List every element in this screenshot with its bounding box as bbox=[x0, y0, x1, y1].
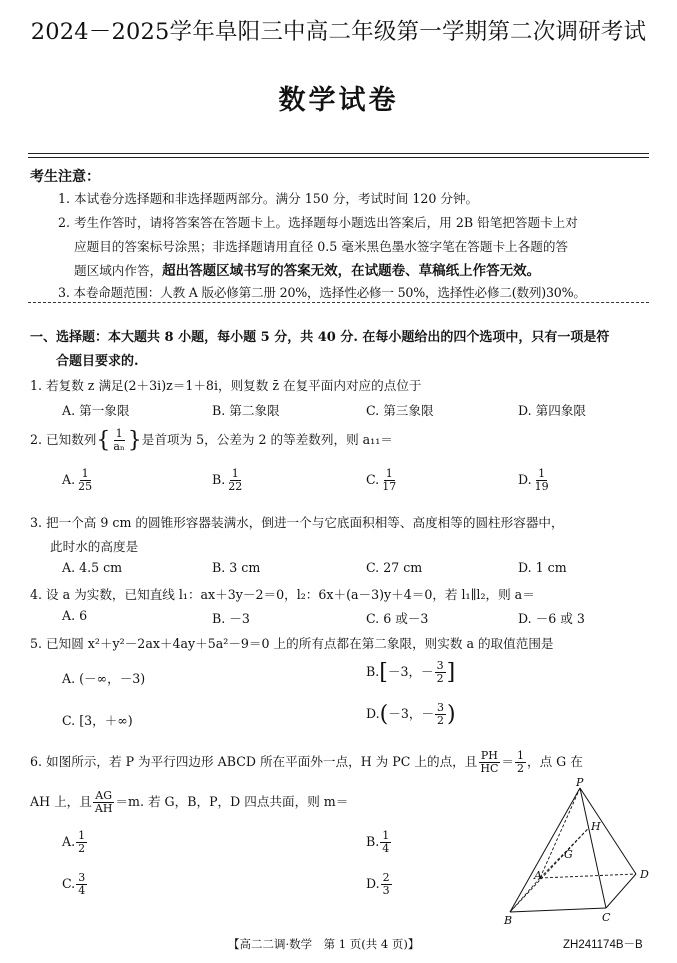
q5-d-paren-right: ) bbox=[447, 702, 456, 728]
q6-option-b bbox=[366, 830, 392, 855]
q2-d-frac bbox=[533, 468, 551, 493]
paper-title: 数学试卷 bbox=[278, 85, 399, 116]
q2-option-b bbox=[212, 468, 245, 493]
q2-stem-b: 是首项为 5，公差为 2 的等差数列，则 a₁₁＝ bbox=[141, 432, 393, 448]
q2-b-den: 22 bbox=[228, 480, 243, 494]
q3-option-d: D. 1 cm bbox=[518, 560, 567, 575]
q5-d-num: 3 bbox=[437, 701, 445, 714]
q2-b-label: B. bbox=[212, 472, 226, 488]
q6-option-d bbox=[366, 872, 393, 897]
q1-option-d: D. 第四象限 bbox=[518, 403, 587, 418]
q5-option-a: A. (－∞，－3) bbox=[62, 671, 146, 686]
q2-a-label: A. bbox=[62, 472, 76, 488]
q6-ph-den: HC bbox=[480, 762, 499, 776]
q6-b-label: B. bbox=[366, 834, 380, 850]
q5-d-pre: －3，－ bbox=[388, 706, 435, 722]
q6-a-frac bbox=[76, 830, 87, 855]
notice-item-2-line-1: 2. 考生作答时，请将答案答在答题卡上。选择题每小题选出答案后，用 2B 铅笔把答题卡上对 bbox=[58, 215, 578, 230]
q1-option-c: C. 第三象限 bbox=[366, 403, 434, 418]
q2-a-den: 25 bbox=[78, 480, 93, 494]
q5-b-pre: －3，－ bbox=[387, 664, 434, 680]
q5-b-num: 3 bbox=[436, 659, 444, 672]
q1-option-b: B. 第二象限 bbox=[212, 403, 280, 418]
edge-BC bbox=[510, 908, 606, 912]
footer-code: ZH241174B－B bbox=[563, 939, 643, 951]
q5-option-b bbox=[366, 660, 455, 685]
q5-b-bracket-right: ] bbox=[446, 660, 456, 686]
footer-page-info: 【高二二调·数学 第 1 页(共 4 页)】 bbox=[228, 937, 420, 951]
q6-ph-frac bbox=[478, 750, 500, 775]
q6-stem-line-1 bbox=[30, 750, 583, 775]
q3-option-a: A. 4.5 cm bbox=[62, 560, 123, 575]
q2-b-frac bbox=[226, 468, 244, 493]
exam-title: 2024－2025学年阜阳三中高二年级第一学期第二次调研考试 bbox=[30, 19, 647, 45]
q2-c-label: C. bbox=[366, 472, 380, 488]
q2-b-num: 1 bbox=[231, 467, 239, 480]
q6-b-frac bbox=[380, 830, 391, 855]
label-B: B bbox=[504, 914, 513, 926]
q5-b-frac bbox=[435, 660, 446, 685]
segment-BH bbox=[510, 828, 589, 912]
q5-b-den: 2 bbox=[436, 672, 444, 686]
q6-c-frac bbox=[76, 872, 87, 897]
q4-option-a: A. 6 bbox=[62, 608, 88, 623]
q3-stem-line-2: 此时水的高度是 bbox=[50, 539, 139, 554]
q2-brace-left: { bbox=[96, 428, 111, 454]
edge-CD bbox=[606, 874, 636, 908]
q6-c-label: C. bbox=[62, 876, 76, 892]
label-A: A bbox=[534, 869, 542, 882]
edge-PA bbox=[540, 788, 580, 878]
q2-c-den: 17 bbox=[382, 480, 397, 494]
q2-brace-den: aₙ bbox=[113, 440, 125, 454]
q6-a-num: 1 bbox=[78, 829, 86, 842]
q2-option-c bbox=[366, 468, 399, 493]
q5-d-paren-left: ( bbox=[379, 702, 389, 728]
q5-d-frac bbox=[435, 702, 446, 727]
q3-option-b: B. 3 cm bbox=[212, 560, 261, 575]
q6-a-label: A. bbox=[62, 834, 76, 850]
section-heading-line-1: 一、选择题：本大题共 8 小题，每小题 5 分，共 40 分. 在每小题给出的四个选项中，只有一项是符 bbox=[30, 330, 610, 345]
q4-option-c: C. 6 或－3 bbox=[366, 611, 429, 626]
q5-b-label: B. bbox=[366, 664, 380, 680]
edge-PD bbox=[580, 788, 636, 874]
notice-item-3: 3. 本卷命题范围：人教 A 版必修第二册 20%，选择性必修一 50%，选择性必修二(数列)30%。 bbox=[58, 285, 586, 300]
label-G: G bbox=[564, 848, 573, 861]
q2-brace-fraction bbox=[111, 428, 126, 453]
q6-d-den: 3 bbox=[382, 884, 390, 898]
q4-option-d: D. －6 或 3 bbox=[518, 611, 585, 626]
q2-c-num: 1 bbox=[385, 467, 393, 480]
q6-c-num: 3 bbox=[78, 871, 86, 884]
q5-option-d bbox=[366, 702, 456, 727]
notice-item-1: 1. 本试卷分选择题和非选择题两部分。满分 150 分，考试时间 120 分钟。 bbox=[58, 191, 479, 206]
q4-option-b: B. －3 bbox=[212, 611, 250, 626]
q6-pyramid-figure bbox=[496, 778, 666, 926]
label-C: C bbox=[602, 911, 611, 924]
q2-option-a bbox=[62, 468, 95, 493]
q6-half-frac bbox=[515, 750, 526, 775]
q5-stem: 5. 已知圆 x²＋y²－2ax＋4ay＋5a²－9＝0 上的所有点都在第二象限，则实数 a 的取值范围是 bbox=[30, 636, 554, 651]
q6-ph-num: PH bbox=[480, 749, 498, 762]
q5-d-label: D. bbox=[366, 706, 380, 722]
label-P: P bbox=[576, 778, 584, 789]
q1-stem: 1. 若复数 z 满足(2＋3i)z＝1＋8i，则复数 z̄ 在复平面内对应的点位于 bbox=[30, 378, 422, 393]
q6-half-num: 1 bbox=[516, 749, 524, 762]
q6-stem-l1c: ，点 G 在 bbox=[526, 754, 583, 770]
q2-d-num: 1 bbox=[538, 467, 546, 480]
q6-d-label: D. bbox=[366, 876, 380, 892]
notice-item-2-line-2: 应题目的答案标号涂黑；非选择题请用直径 0.5 毫米黑色墨水签字笔在答题卡上各题的答 bbox=[74, 239, 569, 254]
q6-stem-l1b: ＝ bbox=[501, 754, 514, 770]
q6-ag-num: AG bbox=[95, 789, 113, 802]
q2-stem-a: 2. 已知数列 bbox=[30, 432, 97, 448]
edge-AD bbox=[540, 874, 636, 878]
q6-stem-line-2 bbox=[30, 790, 348, 815]
q6-b-num: 1 bbox=[382, 829, 390, 842]
q5-b-bracket-left: [ bbox=[379, 660, 388, 686]
q2-stem bbox=[30, 428, 393, 453]
q6-stem-l1a: 6. 如图所示，若 P 为平行四边形 ABCD 所在平面外一点，H 为 PC 上的点，且 bbox=[30, 754, 478, 770]
q6-b-den: 4 bbox=[382, 842, 390, 856]
notice-item-2-line-3-normal: 题区域内作答， bbox=[74, 263, 163, 278]
q3-stem-line-1: 3. 把一个高 9 cm 的圆锥形容器装满水，倒进一个与它底面积相等、高度相等的圆柱形容器中， bbox=[30, 515, 564, 530]
q2-option-d bbox=[518, 468, 552, 493]
section-heading-line-2: 合题目要求的. bbox=[56, 354, 139, 369]
q6-a-den: 2 bbox=[78, 842, 86, 856]
q6-ag-frac bbox=[93, 790, 115, 815]
q6-half-den: 2 bbox=[516, 762, 524, 776]
q5-d-den: 2 bbox=[437, 714, 445, 728]
q3-option-c: C. 27 cm bbox=[366, 560, 423, 575]
q2-c-frac bbox=[380, 468, 398, 493]
label-D: D bbox=[640, 868, 649, 881]
q6-option-c bbox=[62, 872, 88, 897]
top-double-rule-thin bbox=[28, 157, 649, 158]
q6-d-frac bbox=[381, 872, 392, 897]
q6-stem-l2b: ＝m. 若 G，B，P，D 四点共面，则 m＝ bbox=[115, 794, 349, 810]
q4-stem: 4. 设 a 为实数，已知直线 l₁：ax＋3y－2＝0，l₂：6x＋(a－3)y＋4＝0，若 l₁∥l₂，则 a＝ bbox=[30, 587, 535, 602]
q5-option-c: C. [3，＋∞) bbox=[62, 713, 133, 728]
q2-brace-right: } bbox=[127, 428, 142, 454]
q2-brace-num: 1 bbox=[115, 427, 123, 440]
q2-d-label: D. bbox=[518, 472, 532, 488]
q1-option-a: A. 第一象限 bbox=[62, 403, 130, 418]
notice-heading: 考生注意： bbox=[30, 169, 100, 185]
q6-d-num: 2 bbox=[382, 871, 390, 884]
label-H: H bbox=[591, 820, 601, 833]
q6-ag-den: AH bbox=[94, 802, 113, 816]
notice-item-2-line-3 bbox=[74, 259, 540, 279]
notice-dashed-rule bbox=[28, 302, 649, 303]
q2-d-den: 19 bbox=[534, 480, 549, 494]
top-double-rule bbox=[28, 153, 649, 154]
notice-warning-bold: 超出答题区域书写的答案无效，在试题卷、草稿纸上作答无效。 bbox=[162, 263, 541, 279]
edge-PC bbox=[580, 788, 606, 908]
q2-a-num: 1 bbox=[81, 467, 89, 480]
q6-stem-l2a: AH 上，且 bbox=[30, 794, 92, 810]
q6-option-a bbox=[62, 830, 88, 855]
q6-c-den: 4 bbox=[78, 884, 86, 898]
q2-a-frac bbox=[76, 468, 94, 493]
